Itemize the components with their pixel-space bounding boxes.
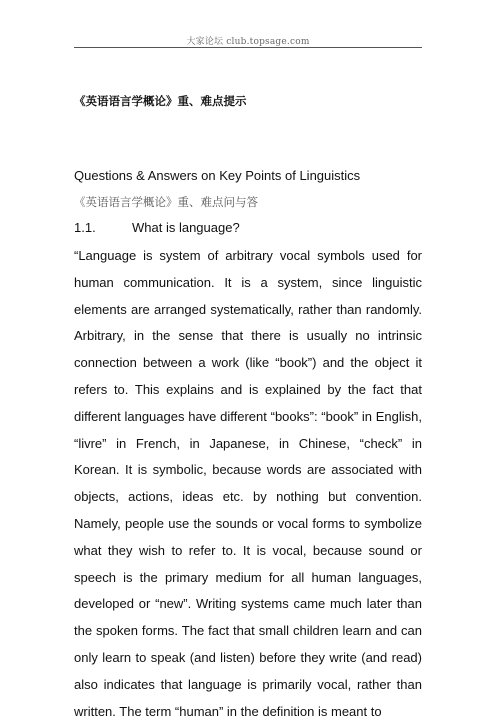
- page-header-site-text: 大家论坛 club.topsage.com: [186, 37, 310, 47]
- section-number: 1.1.: [74, 220, 96, 235]
- chinese-subtitle: 《英语语言学概论》重、难点问与答: [74, 195, 258, 209]
- header-divider: [74, 47, 422, 48]
- document-title: 《英语语言学概论》重、难点提示: [74, 94, 247, 108]
- section-title: What is language?: [132, 220, 240, 235]
- body-paragraph: “Language is system of arbitrary vocal symbols used for human communication. It is a system, since linguistic elements are arranged systematically, rather than randomly. Arbitrary, in the sense that there is usually no intrinsic connection between a work (like “book”) and the object it refers to. This explains and is explained by the fact that different languages have different “books”: “book” in English, “livre” in French, in Japanese, in Chinese, “check” in Korean. It is symbolic, because words are associated with objects, actions, ideas etc. by nothing but convention. Namely, people use the sounds or vocal forms to symbolize what they wish to refer to. It is vocal, because sound or speech is the primary medium for all human languages, developed or “new”. Writing systems came much later than the spoken forms. The fact that small children learn and can only learn to speak (and listen) before they write (and read) also indicates that language is primarily vocal, rather than written. The term “human” in the definition is meant to: [74, 248, 422, 719]
- section-heading: [74, 220, 240, 235]
- english-subtitle: Questions & Answers on Key Points of Linguistics: [74, 168, 361, 183]
